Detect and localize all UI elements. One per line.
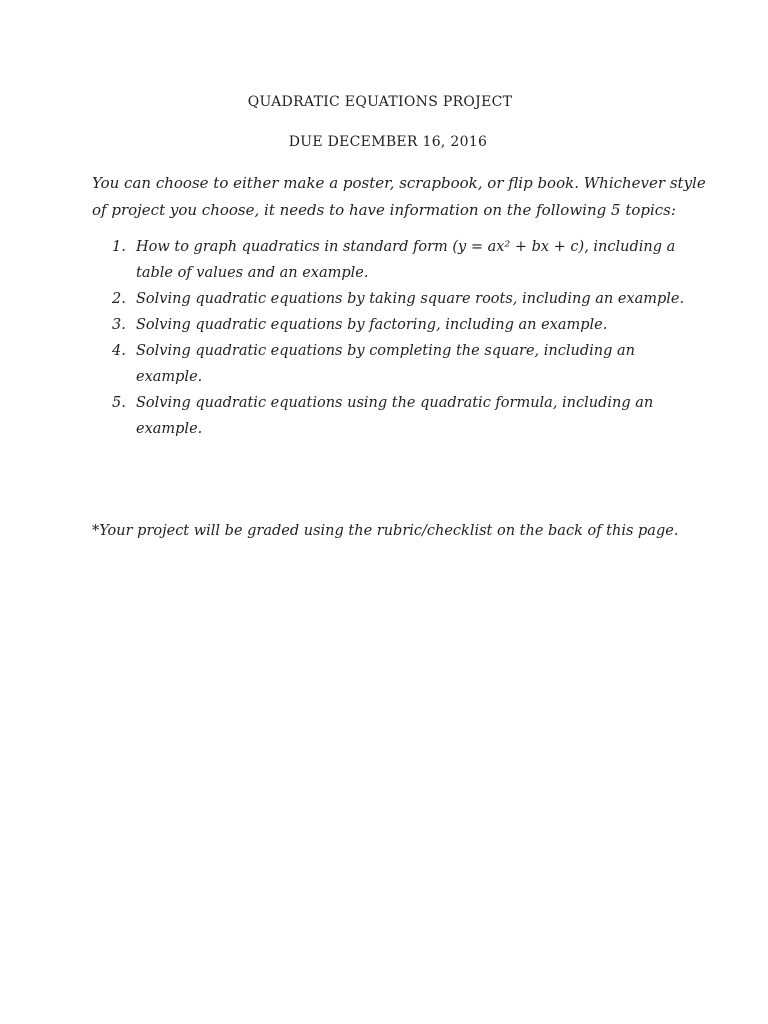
- topic-item: [92, 312, 692, 338]
- topic-number: 4.: [112, 343, 126, 359]
- topic-text: Solving quadratic equations using the quadratic formula, including an example.: [136, 395, 654, 437]
- topic-item: [92, 286, 692, 312]
- topic-text: Solving quadratic equations by factoring, including an example.: [136, 317, 608, 333]
- topic-number: 2.: [112, 291, 126, 307]
- topic-item: [92, 234, 692, 286]
- document-title: QUADRATIC EQUATIONS PROJECT: [247, 94, 513, 110]
- topic-number: 5.: [112, 395, 126, 411]
- topics-list: [92, 234, 692, 442]
- topic-number: 3.: [112, 317, 126, 333]
- grading-note: *Your project will be graded using the rubric/checklist on the back of this page.: [92, 523, 679, 539]
- topic-text: How to graph quadratics in standard form (y = ax² + bx + c), including a table of values and an example.: [136, 239, 676, 281]
- topic-number: 1.: [112, 239, 126, 255]
- topic-text: Solving quadratic equations by completing the square, including an example.: [136, 343, 635, 385]
- topic-item: [92, 390, 692, 442]
- topic-item: [92, 338, 692, 390]
- due-date: DUE DECEMBER 16, 2016: [288, 134, 488, 150]
- topic-text: Solving quadratic equations by taking square roots, including an example.: [136, 291, 685, 307]
- intro-paragraph: You can choose to either make a poster, scrapbook, or flip book. Whichever style of project you choose, it needs to have information on the following 5 topics:: [92, 174, 706, 219]
